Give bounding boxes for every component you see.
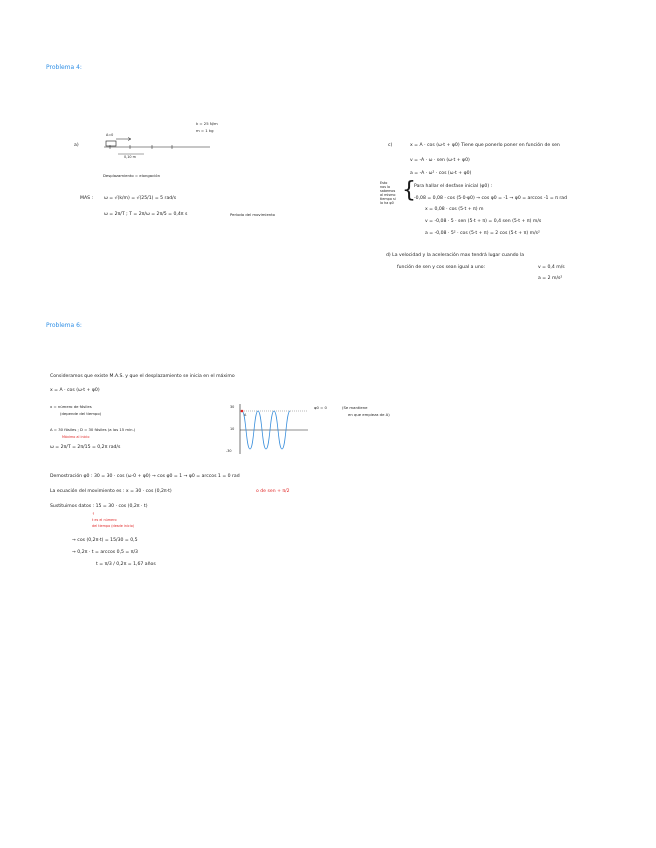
x-definition-2: (depende del tiempo) xyxy=(60,411,102,416)
red-note-t: t es el número xyxy=(92,518,117,522)
step-1: → cos (0,2π·t) = 15/30 = 0,5 xyxy=(72,538,138,543)
phase-demo: Demostración φ0 : 30 = 30 · cos (ω·0 + φ0) → cos φ0 = 1 → φ0 = arccos 1 = 0 rad xyxy=(50,474,240,479)
side-note-line: lo ha φ0 xyxy=(380,200,394,205)
side-note-line: sabemos xyxy=(380,188,396,193)
c-line-1: x = A · cos (ω·t + φ0) Tiene que ponerlo poner en función de sen xyxy=(410,143,560,148)
part-a-label: a) xyxy=(74,143,79,148)
omega-value: ω = 2π/T = 2π/15 = 0,2π rad/s xyxy=(50,445,121,450)
red-arrow-icon: ↑ xyxy=(92,512,95,516)
side-note-line: al mismo xyxy=(380,192,396,197)
part-c-label: c) xyxy=(388,143,393,148)
c-line-3: a = -A · ω² · cos (ω·t + φ0) xyxy=(410,171,472,176)
phase-note-3: en que empieza de A) xyxy=(348,412,390,417)
substitution: Sustituimos datos : 15 = 30 · cos (0,2π · t) xyxy=(50,504,148,509)
problem-4-title: Problema 4: xyxy=(46,64,82,71)
mass-block xyxy=(106,141,116,146)
displacement-diagram xyxy=(100,130,215,162)
given-m: m = 1 kg xyxy=(196,128,214,133)
vmax-value: v = 0,4 m/s xyxy=(538,265,565,270)
graph-y-top: 30 xyxy=(230,405,235,409)
brace-icon: { xyxy=(402,178,416,203)
motion-equation: La ecuación del movimiento es : x = 30 · cos (0,2π·t) xyxy=(50,489,172,494)
c-line-5: -0,08 = 0,08 · cos (5·0·φ0) → cos φ0 = -1 → φ0 = arccos -1 = π rad xyxy=(414,196,568,201)
x-definition-1: x = número de fósiles xyxy=(50,404,92,409)
diagram-distance: 0,10 m xyxy=(124,155,136,159)
p6-intro: Consideramos que existe M.A.S. y que el desplazamiento se inicia en el máximo xyxy=(50,374,235,379)
step-2: → 0,2π · t = arccos 0,5 = π/3 xyxy=(72,550,138,555)
phase-note: φ0 = 0 xyxy=(314,405,327,410)
period-equation: ω = 2π/T ; T = 2π/ω = 2π/5 = 0,4π s xyxy=(104,212,188,217)
diagram-label: A=0 xyxy=(106,133,114,137)
a-definition: A = 30 fósiles ; D = 30 fósiles (a los 15 min.) xyxy=(50,427,136,432)
side-note xyxy=(380,182,396,205)
side-note-line: nos lo xyxy=(380,184,391,189)
p6-equation: x = A · cos (ω·t + φ0) xyxy=(50,388,100,393)
omega-equation: ω = √(k/m) = √(25/1) = 5 rad/s xyxy=(104,196,177,201)
graph-start-point xyxy=(241,410,244,413)
red-note-time: del tiempo (desde inicio) xyxy=(92,524,135,528)
red-note-sine: o de sen + π/2 xyxy=(256,489,290,494)
cosine-graph xyxy=(222,402,312,456)
side-note-line: tiempo si xyxy=(380,196,396,201)
mas-label: MAS : xyxy=(80,196,94,201)
step-3: t = π/3 / 0,2π = 1,67 años xyxy=(96,562,156,567)
side-note-line: Esto xyxy=(380,181,388,185)
c-line-6: x = 0,08 · cos (5·t + π) m xyxy=(425,207,484,212)
given-k: k = 25 N/m xyxy=(196,121,218,126)
graph-amplitude-label: A xyxy=(244,413,247,417)
part-d-line-1: d) La velocidad y la aceleración max tendrá lugar cuando la xyxy=(386,253,525,258)
c-line-7: v = -0,08 · 5 · sen (5·t + π) = 0,4 sen (5·t + π) m/s xyxy=(425,219,542,224)
c-line-4: Para hallar el desfase inicial (φ0) : xyxy=(414,184,493,189)
part-d-line-2: función de sen y cos sean igual a uno: xyxy=(397,265,486,270)
graph-y-mid: 10 xyxy=(230,427,235,431)
period-note: Período del movimiento xyxy=(230,212,276,217)
c-line-2: v = -A · ω · sen (ω·t + φ0) xyxy=(410,158,470,163)
graph-y-bottom: -30 xyxy=(226,449,232,453)
diagram-caption: Desplazamiento = elongación xyxy=(103,173,160,178)
red-note-max: Máximo al inicio xyxy=(62,435,90,439)
problem-6-title: Problema 6: xyxy=(46,322,82,329)
phase-note-2: (Se mantiene xyxy=(342,405,368,410)
c-line-8: a = -0,08 · 5² · cos (5·t + π) = 2 cos (5·t + π) m/s² xyxy=(425,231,540,236)
amax-value: a = 2 m/s² xyxy=(538,276,563,281)
